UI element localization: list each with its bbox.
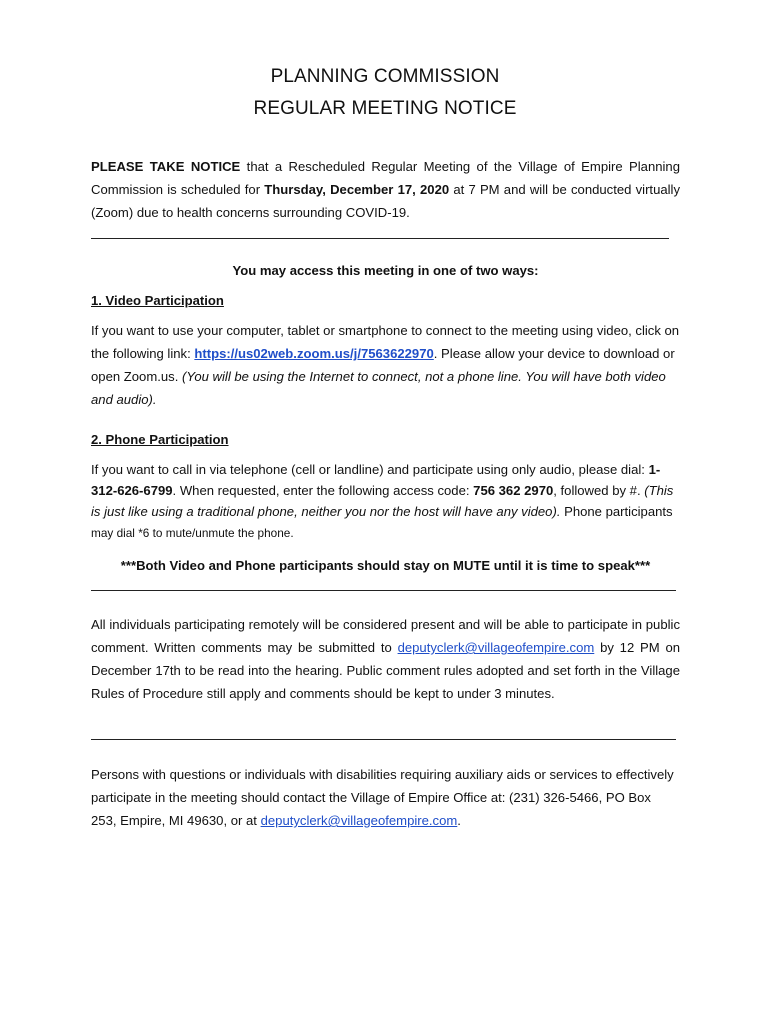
contact-paragraph: [91, 763, 680, 832]
email-link-2[interactable]: deputyclerk@villageofempire.com: [260, 813, 458, 828]
remote-paragraph: [91, 613, 680, 705]
mute-notice: [91, 554, 680, 577]
phone-text-2: . When requested, enter the following access code:: [172, 483, 474, 498]
phone-number: 1-312-626-6799: [91, 462, 661, 498]
phone-text-1: If you want to call in via telephone (cell or landline) and participate using only audio, please dial:: [91, 462, 649, 477]
video-text-1: If you want to use your computer, tablet or smartphone to connect to the meeting using video, click on the following link:: [91, 323, 680, 361]
mute-notice-text: ***Both Video and Phone participants should stay on MUTE until it is time to speak***: [120, 558, 651, 573]
contact-text-2: .: [457, 813, 461, 828]
title-line-2: REGULAR MEETING NOTICE: [253, 98, 517, 119]
remote-text-1: All individuals participating remotely will be considered present and will be able to participate in public comment. Written comments may be submitted to: [91, 617, 680, 655]
title-line-1: PLANNING COMMISSION: [270, 66, 500, 87]
notice-text-2: at 7 PM and will be conducted virtually (Zoom) due to health concerns surrounding COVID-19.: [91, 182, 680, 220]
access-heading: [91, 259, 680, 282]
notice-paragraph: [91, 155, 680, 224]
zoom-link[interactable]: https://us02web.zoom.us/j/7563622970: [194, 346, 434, 361]
phone-small: may dial *6 to mute/unmute the phone.: [91, 526, 294, 540]
phone-heading-text: 2. Phone Participation: [91, 432, 229, 447]
meeting-date: Thursday, December 17, 2020: [264, 182, 450, 197]
divider-3: [91, 739, 676, 740]
phone-text-3: , followed by #.: [553, 483, 645, 498]
notice-text-1: that a Rescheduled Regular Meeting of the Village of Empire Planning Commission is scheduled for: [91, 159, 680, 197]
phone-italic: (This is just like using a traditional phone, neither you nor the host will have any video).: [91, 483, 674, 519]
email-link-1[interactable]: deputyclerk@villageofempire.com: [397, 640, 595, 655]
phone-heading: [91, 428, 680, 451]
video-heading-text: 1. Video Participation: [91, 293, 224, 308]
phone-paragraph: [91, 459, 680, 544]
remote-text-2: by 12 PM on December 17th to be read into the hearing. Public comment rules adopted and set forth in the Village Rules of Procedure still apply and comments should be kept to under 3 minutes.: [91, 640, 681, 701]
divider-1: [91, 238, 669, 239]
video-heading: [91, 289, 680, 312]
notice-lead: PLEASE TAKE NOTICE: [91, 159, 241, 174]
video-italic: (You will be using the Internet to connect, not a phone line. You will have both video and audio).: [91, 369, 666, 407]
phone-text-4: Phone participants: [560, 504, 673, 519]
video-text-2: . Please allow your device to download or open Zoom.us.: [91, 346, 675, 384]
access-code: 756 362 2970: [473, 483, 554, 498]
divider-2: [91, 590, 676, 591]
contact-text-1: Persons with questions or individuals with disabilities requiring auxiliary aids or services to effectively participate in the meeting should contact the Village of Empire Office at: (231) 326-5466, PO Box 253, Empire, MI 49630, or at: [91, 767, 674, 828]
video-paragraph: [91, 319, 680, 411]
access-heading-text: You may access this meeting in one of two ways:: [232, 263, 539, 278]
